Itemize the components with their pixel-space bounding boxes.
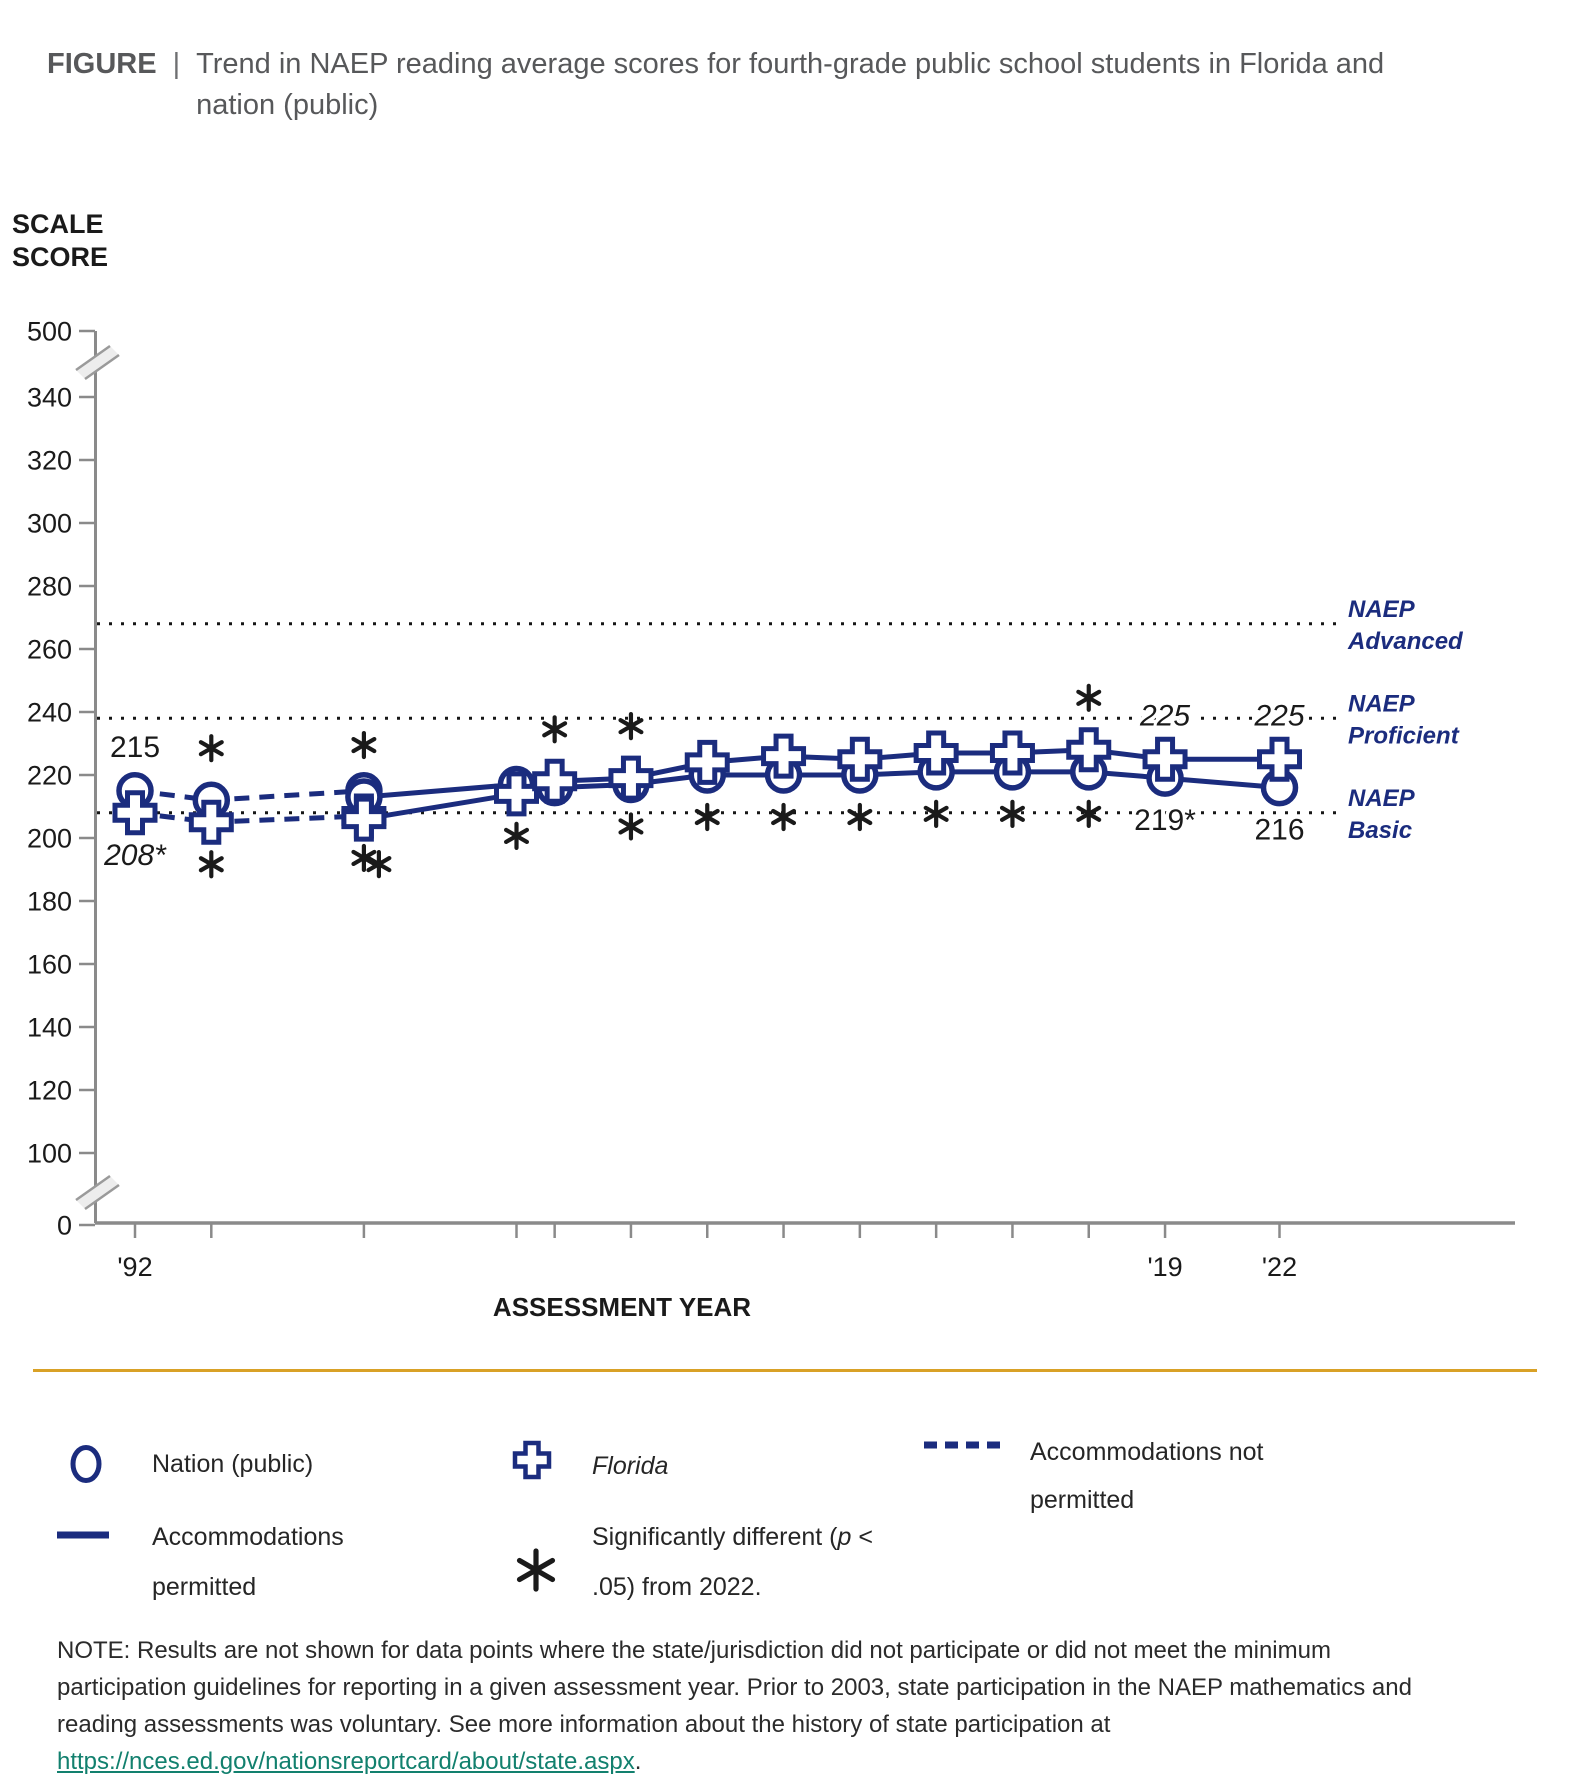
figure-label: FIGURE [47,48,157,80]
sig-label-post: < .05) from 2022. [592,1523,873,1601]
significance-asterisk [544,717,565,741]
svg-text:208*: 208* [104,838,166,872]
significance-asterisk [926,802,947,826]
svg-text:219*: 219* [1134,804,1196,838]
sig-label-p: p [837,1523,852,1551]
svg-text:Advanced: Advanced [1348,627,1463,655]
svg-text:NAEP: NAEP [1348,784,1415,812]
svg-text:SCALE: SCALE [12,209,104,239]
significance-asterisk [849,805,870,829]
svg-text:225: 225 [1254,699,1305,733]
legend-significantly-different-label [592,1512,882,1612]
svg-text:160: 160 [26,949,72,980]
figure-title-text: Trend in NAEP reading average scores for fourth-grade public school students in Florida and nation (public) [196,48,1385,121]
svg-text:500: 500 [26,316,72,347]
note-text [57,1632,1419,1780]
svg-text:0: 0 [56,1210,72,1241]
significance-asterisk [1002,802,1023,826]
svg-text:120: 120 [26,1075,72,1106]
svg-text:215: 215 [109,730,161,764]
nation-circle-marker-icon [64,1440,108,1488]
x-axis-title [493,1292,751,1322]
legend-florida-label: Florida [592,1452,669,1480]
svg-text:240: 240 [26,697,72,728]
svg-text:'92: '92 [117,1252,153,1282]
svg-text:300: 300 [26,508,72,539]
note-suffix: . [634,1748,642,1775]
svg-text:216: 216 [1254,813,1305,847]
significance-asterisk [354,733,375,757]
nation-dashed-line [135,791,364,800]
significance-asterisk [506,824,527,848]
legend-accommodations-permitted-label: Accommodations permitted [152,1523,344,1601]
y-axis-break [76,1176,119,1209]
svg-text:NAEP: NAEP [1348,690,1415,718]
florida-plus-marker-icon [510,1438,554,1482]
svg-text:'22: '22 [1261,1252,1298,1282]
svg-text:260: 260 [26,634,72,665]
y-axis-ticks [27,317,95,1241]
significance-asterisk [773,805,794,829]
svg-text:340: 340 [26,382,72,413]
svg-text:NAEP: NAEP [1348,595,1415,623]
significance-asterisk [201,852,222,876]
solid-line-icon [55,1528,113,1542]
svg-text:ASSESSMENT YEAR: ASSESSMENT YEAR [492,1292,752,1322]
svg-text:225: 225 [1140,699,1191,733]
svg-text:SCORE: SCORE [12,242,109,272]
significance-asterisk [1078,686,1099,710]
svg-text:Basic: Basic [1348,816,1413,844]
svg-text:180: 180 [26,886,72,917]
svg-text:220: 220 [26,760,72,791]
note-prefix: NOTE: Results are not shown for data points where the state/jurisdiction did not participate or did not meet the minimum participation guidelines for reporting in a given assessment year. Prior to 2003, state participation in the NAEP mathematics and reading assessments was voluntary. See more information about the history of state participation at [57,1637,1412,1738]
state-participation-link[interactable]: https://nces.ed.gov/nationsreportcard/about/state.aspx [57,1748,635,1775]
legend-nation-label: Nation (public) [152,1450,314,1478]
y-axis-break [76,346,119,379]
figure-title-separator: | [172,48,181,80]
florida-point-2022 [1260,739,1300,779]
florida-markers [115,686,1300,876]
dashed-line-icon [922,1438,1006,1452]
significance-asterisk [201,736,222,760]
svg-text:280: 280 [26,571,72,602]
significance-asterisk [621,814,642,838]
svg-text:100: 100 [26,1138,72,1169]
sig-label-pre: Significantly different ( [592,1523,838,1551]
x-axis-ticks [117,1224,1297,1282]
gold-divider [33,1369,1537,1372]
legend-accommodations-not-permitted-label: Accommodations not permitted [1030,1438,1264,1514]
svg-text:200: 200 [26,823,72,854]
figure-title [47,44,1386,126]
svg-text:'19: '19 [1147,1252,1183,1282]
asterisk-icon [512,1546,560,1594]
significance-asterisk [697,805,718,829]
y-axis-title [12,209,108,272]
svg-text:320: 320 [26,445,72,476]
svg-text:Proficient: Proficient [1348,722,1459,750]
svg-text:140: 140 [26,1012,72,1043]
